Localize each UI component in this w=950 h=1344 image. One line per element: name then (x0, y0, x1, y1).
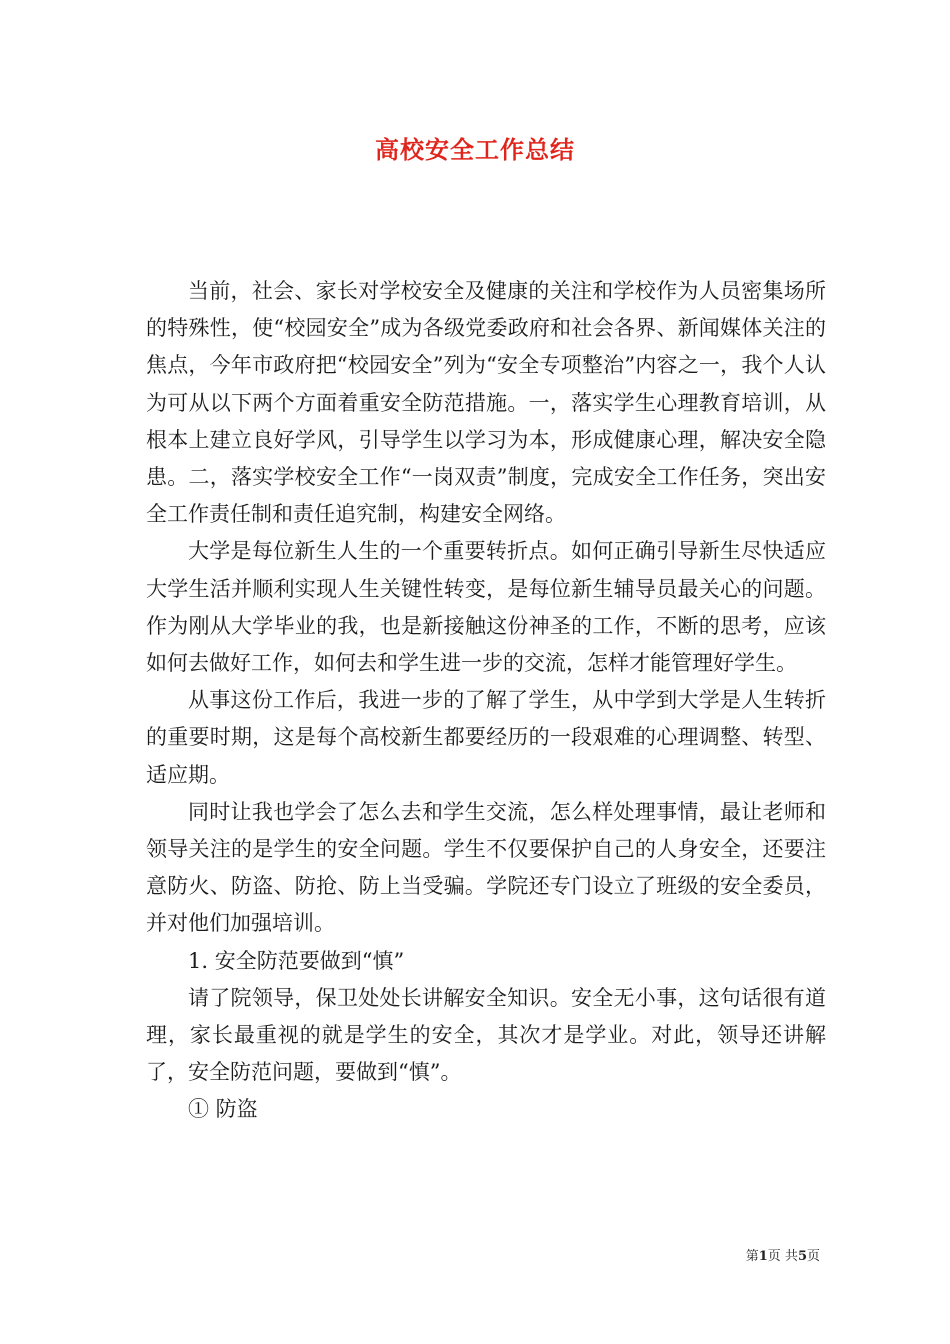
footer-prefix: 第 (745, 1249, 759, 1264)
footer-current-page: 1 (758, 1249, 768, 1264)
paragraph-intro: 当前，社会、家长对学校安全及健康的关注和学校作为人员密集场所的特殊性，使“校园安全”成为各级党委政府和社会各界、新闻媒体关注的焦点，今年市政府把“校园安全”列为“安全专项整治”内容之一，我个人认为可从以下两个方面着重安全防范措施。一，落实学生心理教育培训，从根本上建立良好学风，引导学生以学习为本，形成健康心理，解决安全隐患。二，落实学校安全工作“一岗双责”制度，完成安全工作任务，突出安全工作责任制和责任追究制，构建安全网络。 (146, 279, 826, 527)
list-item-anti-theft: ① 防盗 (188, 1097, 258, 1122)
paragraph-communication: 同时让我也学会了怎么去和学生交流，怎么样处理事情，最让老师和领导关注的是学生的安全问题。学生不仅要保护自己的人身安全，还要注意防火、防盗、防抢、防上当受骗。学院还专门设立了班级的安全委员，并对他们加强培训。 (146, 799, 826, 936)
footer-suffix: 页 (806, 1249, 820, 1264)
paragraph-freshman: 大学是每位新生人生的一个重要转折点。如何正确引导新生尽快适应大学生活并顺利实现人生关键性转变，是每位新生辅导员最关心的问题。作为刚从大学毕业的我，也是新接触这份神圣的工作，不断的思考，应该如何去做好工作，如何去和学生进一步的交流，怎样才能管理好学生。 (146, 539, 826, 676)
paragraph-leaders: 请了院领导，保卫处处长讲解安全知识。安全无小事，这句话很有道理，家长最重视的就是学生的安全，其次才是学业。对此，领导还讲解了，安全防范问题，要做到“慎”。 (146, 985, 826, 1085)
document-title: 高校安全工作总结 (375, 135, 575, 164)
paragraph-work: 从事这份工作后，我进一步的了解了学生，从中学到大学是人生转折的重要时期，这是每个高校新生都要经历的一段艰难的心理调整、转型、适应期。 (146, 688, 826, 787)
document-body (146, 273, 826, 1129)
section-heading-caution: 1. 安全防范要做到“慎” (188, 948, 405, 973)
footer-total-pages: 5 (797, 1249, 807, 1264)
page-number (746, 1248, 820, 1266)
footer-middle: 页 共 (767, 1249, 798, 1264)
